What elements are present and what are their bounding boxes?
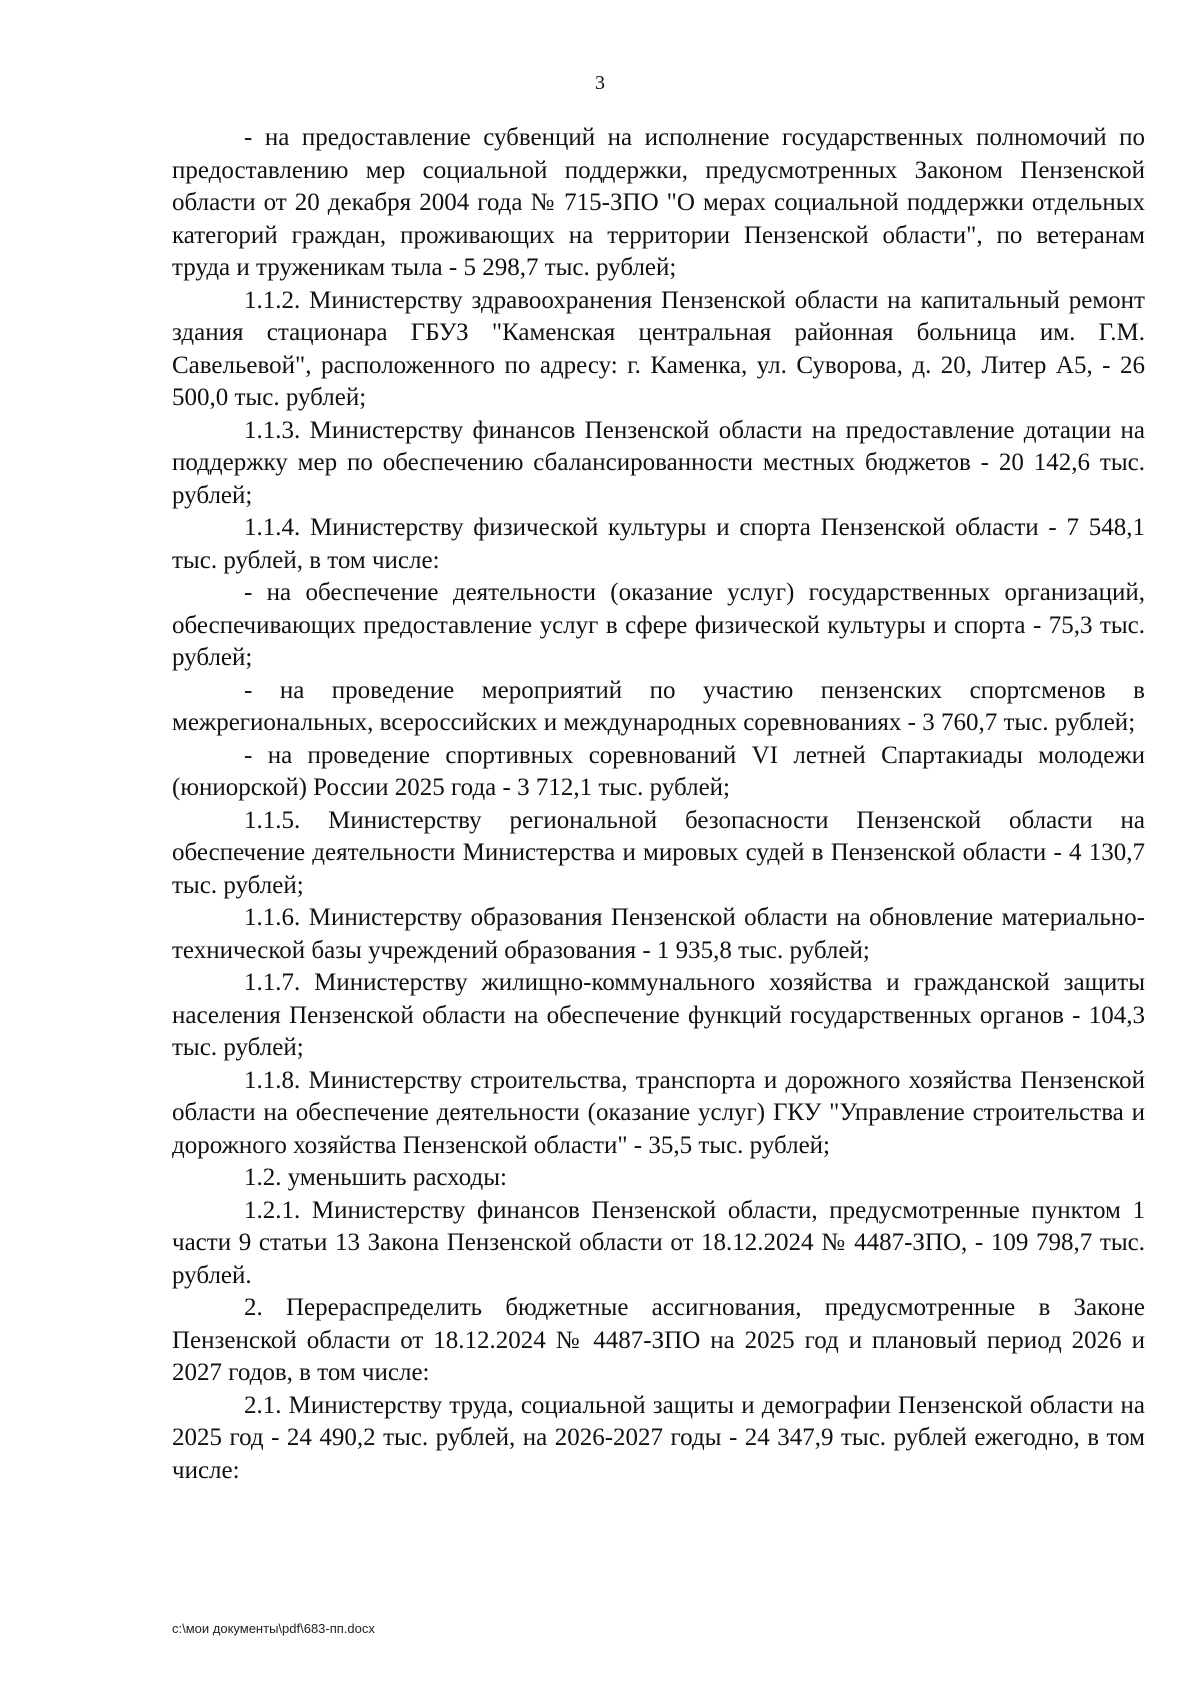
paragraph-spartakiada: - на проведение спортивных соревнований VI летней Спартакиады молодежи (юниорской) России 2025 года - 3 712,1 тыс. рублей;	[172, 741, 1145, 801]
paragraph-subvention-veterans: - на предоставление субвенций на исполнение государственных полномочий по предоставлению мер социальной поддержки, предусмотренных Законом Пензенской области от 20 декабря 2004 года № 715-ЗПО "О мерах социальной поддержки отдельных категорий граждан, проживающих на территории Пензенской области", по ветеранам труда и труженикам тыла - 5 298,7 тыс. рублей;	[172, 124, 1145, 281]
paragraph-1-2-1: 1.2.1. Министерству финансов Пензенской области, предусмотренные пунктом 1 части 9 статьи 13 Закона Пензенской области от 18.12.2024 № 4487-ЗПО, - 109 798,7 тыс. рублей.	[172, 1196, 1145, 1289]
page-number: 3	[595, 72, 605, 94]
paragraph-1-1-3: 1.1.3. Министерству финансов Пензенской области на предоставление дотации на поддержку мер по обеспечению сбалансированности местных бюджетов - 20 142,6 тыс. рублей;	[172, 416, 1145, 509]
paragraph-sport-organizations: - на обеспечение деятельности (оказание услуг) государственных организаций, обеспечивающих предоставление услуг в сфере физической культуры и спорта - 75,3 тыс. рублей;	[172, 579, 1145, 671]
paragraph-2-1: 2.1. Министерству труда, социальной защиты и демографии Пензенской области на 2025 год - 24 490,2 тыс. рублей, на 2026-2027 годы - 24 347,9 тыс. рублей ежегодно, в том числе:	[172, 1391, 1145, 1484]
paragraph-1-1-8: 1.1.8. Министерству строительства, транспорта и дорожного хозяйства Пензенской области на обеспечение деятельности (оказание услуг) ГКУ "Управление строительства и дорожного хозяйства Пензенской области" - 35,5 тыс. рублей;	[172, 1066, 1145, 1159]
paragraph-1-1-6: 1.1.6. Министерству образования Пензенской области на обновление материально-технической базы учреждений образования - 1 935,8 тыс. рублей;	[172, 904, 1145, 964]
paragraph-1-1-7: 1.1.7. Министерству жилищно-коммунального хозяйства и гражданской защиты населения Пензенской области на обеспечение функций государственных органов - 104,3 тыс. рублей;	[172, 969, 1145, 1061]
paragraph-1-1-4: 1.1.4. Министерству физической культуры и спорта Пензенской области - 7 548,1 тыс. рублей, в том числе:	[172, 514, 1145, 574]
paragraph-2: 2. Перераспределить бюджетные ассигнования, предусмотренные в Законе Пензенской области от 18.12.2024 № 4487-ЗПО на 2025 год и плановый период 2026 и 2027 годов, в том числе:	[172, 1294, 1145, 1386]
paragraph-sport-competitions: - на проведение мероприятий по участию пензенских спортсменов в межрегиональных, всероссийских и международных соревнованиях - 3 760,7 тыс. рублей;	[172, 676, 1145, 736]
paragraph-1-1-2: 1.1.2. Министерству здравоохранения Пензенской области на капитальный ремонт здания стационара ГБУЗ "Каменская центральная районная больница им. Г.М. Савельевой", расположенного по адресу: г. Каменка, ул. Суворова, д. 20, Литер А5, - 26 500,0 тыс. рублей;	[172, 286, 1145, 411]
paragraph-1-1-5: 1.1.5. Министерству региональной безопасности Пензенской области на обеспечение деятельности Министерства и мировых судей в Пензенской области - 4 130,7 тыс. рублей;	[172, 806, 1145, 899]
footer-file-path: c:\мои документы\pdf\683-пп.docx	[172, 1621, 375, 1636]
paragraph-1-2: 1.2. уменьшить расходы:	[244, 1164, 507, 1191]
document-body	[172, 122, 1145, 1487]
